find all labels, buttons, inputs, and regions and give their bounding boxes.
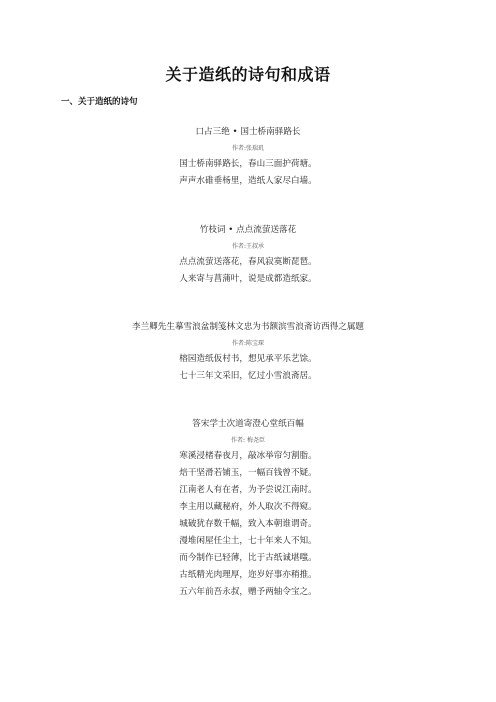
poem-block [0, 322, 496, 388]
poem-block [0, 225, 496, 291]
poem-block [0, 419, 496, 604]
poem-title: 李兰卿先生摹雪浪盆制笺林文忠为书额滨雪浪斋访西得之属题 [131, 322, 365, 332]
poem-line: 漫堆闲屋任尘土，七十年来人不知。 [179, 536, 317, 546]
poem-line: 国士桥南驿路长，春山三面护荷塘。 [179, 159, 317, 169]
poem-line: 点点流萤送落花，春风寂寞断琵琶。 [179, 257, 317, 267]
poem-line: 声声水碓垂杨里，造纸人家尽白墙。 [179, 176, 317, 186]
poem-author: 作者:张瑞玑 [231, 145, 265, 152]
section-heading: 一、关于造纸的诗句 [61, 97, 138, 107]
poem-line: 七十三年文采旧，忆过小雪浪斋居。 [179, 371, 317, 381]
poem-author: 作者: 梅尧臣 [231, 437, 265, 444]
poem-title: 竹枝词 • 点点流萤送落花 [199, 225, 297, 235]
poem-line: 李主用以藏秘府，外人取次不得窥。 [179, 502, 317, 512]
poem-line: 古纸精光肉理厚，迩岁好事亦稍推。 [179, 570, 317, 580]
poem-lines [0, 354, 496, 382]
poem-line: 江南老人有在者，为予尝说江南时。 [179, 485, 317, 495]
poem-line: 人来寄与菖蒲叶，说是成都造纸家。 [179, 274, 317, 284]
poem-lines [0, 451, 496, 598]
poem-title: 口占三绝 • 国士桥南驿路长 [195, 127, 301, 137]
poem-author: 作者:王叔承 [231, 243, 265, 250]
poem-line: 寒溪浸楮春夜月，敲冰举帘匀割脂。 [179, 451, 317, 461]
poem-line: 焙干坚滑若铺玉，一幅百钱曾不疑。 [179, 468, 317, 478]
poem-author: 作者:陈宝琛 [231, 340, 265, 347]
document-title: 关于造纸的诗句和成语 [165, 65, 331, 84]
poem-lines [0, 159, 496, 187]
poem-line: 城破犹存数千幅，致入本朝谁谓奇。 [179, 519, 317, 529]
poem-lines [0, 257, 496, 285]
poem-line: 而今制作已轻薄，比于古纸诚堪嗤。 [179, 553, 317, 563]
poem-title: 答宋学士次道寄澄心堂纸百幅 [192, 419, 304, 429]
poem-block [0, 127, 496, 193]
poem-line: 五六年前吾永叔，赠予两轴令宝之。 [179, 587, 317, 597]
poem-line: 榕园造纸仮村书，想见承平乐艺馀。 [179, 354, 317, 364]
